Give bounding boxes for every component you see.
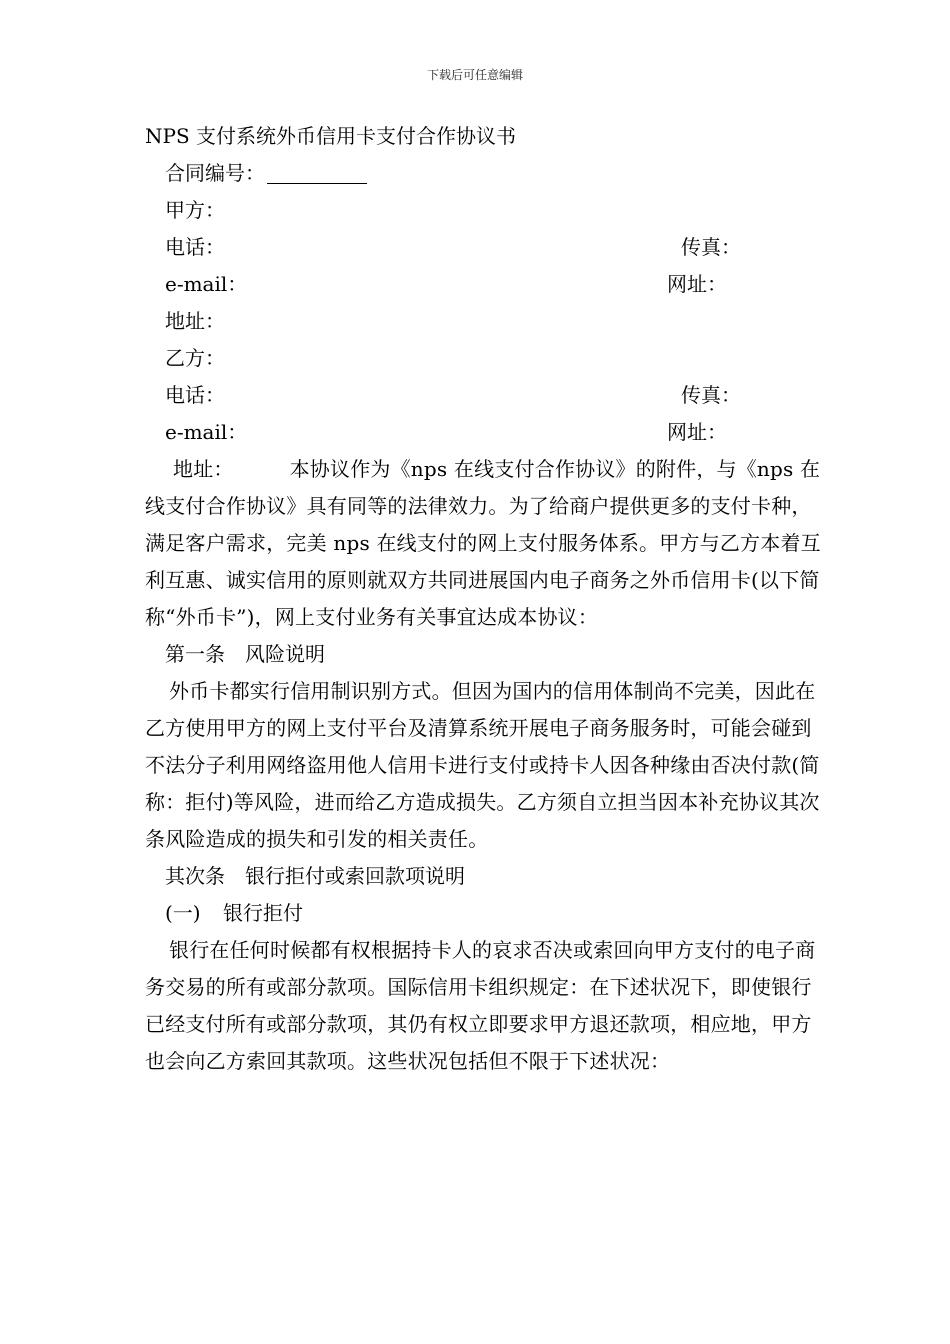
party-b-label: 乙方：: [165, 346, 225, 370]
item-1-heading: [145, 895, 825, 932]
document-body: [145, 118, 825, 1080]
contract-number-label: 合同编号：: [165, 161, 265, 185]
document-title: NPS 支付系统外币信用卡支付合作协议书: [145, 124, 517, 148]
item-1-body: 银行在任何时候都有权根据持卡人的哀求否决或索回向甲方支付的电子商务交易的所有或部分款项。国际信用卡组织规定：在下述状况下，即使银行已经支付所有或部分款项，其仍有权立即要求甲方退还款项，相应地，甲方也会向乙方索回其款项。这些状况包括但不限于下述状况：: [145, 938, 816, 1073]
party-b-web-label: 网址：: [667, 420, 727, 444]
party-a-web-label: 网址：: [667, 272, 727, 296]
article-1-title: 第一条 风险说明: [165, 642, 325, 666]
party-a-fax-label: 传真：: [681, 235, 741, 259]
page-header-note: 下载后可任意编辑: [426, 68, 523, 82]
party-a-email-row: [145, 266, 825, 303]
party-b-fax-label: 传真：: [681, 383, 741, 407]
item-1-title: 银行拒付: [223, 901, 303, 925]
party-a-phone-row: [145, 229, 825, 266]
intro-paragraph: [145, 451, 825, 636]
article-2-title: 其次条 银行拒付或索回款项说明: [165, 864, 465, 888]
party-b-email-label: e-mail：: [165, 420, 248, 444]
party-a-address-label: 地址：: [165, 309, 225, 333]
contract-number-blank: [267, 163, 367, 184]
party-b-phone-row: [145, 377, 825, 414]
intro-text: 本协议作为《nps 在线支付合作协议》的附件，与《nps 在线支付合作协议》具有同等的法律效力。为了给商户提供更多的支付卡种，满足客户需求，完美 nps 在线支付的网上支付服务体系。甲方与乙方本着互利互惠、诚实信用的原则就双方共同进展国内电子商务之外币信用卡(以下简称“外币卡”)，网上支付业务有关事宜达成本协议：: [145, 457, 821, 629]
item-1-number: (一): [165, 901, 201, 925]
party-a-phone-label: 电话：: [165, 235, 225, 259]
party-b-email-row: [145, 414, 825, 451]
party-a-label: 甲方：: [165, 198, 225, 222]
party-b-phone-label: 电话：: [165, 383, 225, 407]
contract-number-line: [145, 155, 825, 192]
party-b-address-label: 地址：: [173, 457, 234, 481]
party-a-email-label: e-mail：: [165, 272, 248, 296]
article-1-body: 外币卡都实行信用制识别方式。但因为国内的信用体制尚不完美，因此在乙方使用甲方的网上支付平台及清算系统开展电子商务服务时，可能会碰到不法分子利用网络盗用他人信用卡进行支付或持卡人因各种缘由否决付款(简称：拒付)等风险，进而给乙方造成损失。乙方须自立担当因本补充协议其次条风险造成的损失和引发的相关责任。: [145, 679, 820, 851]
